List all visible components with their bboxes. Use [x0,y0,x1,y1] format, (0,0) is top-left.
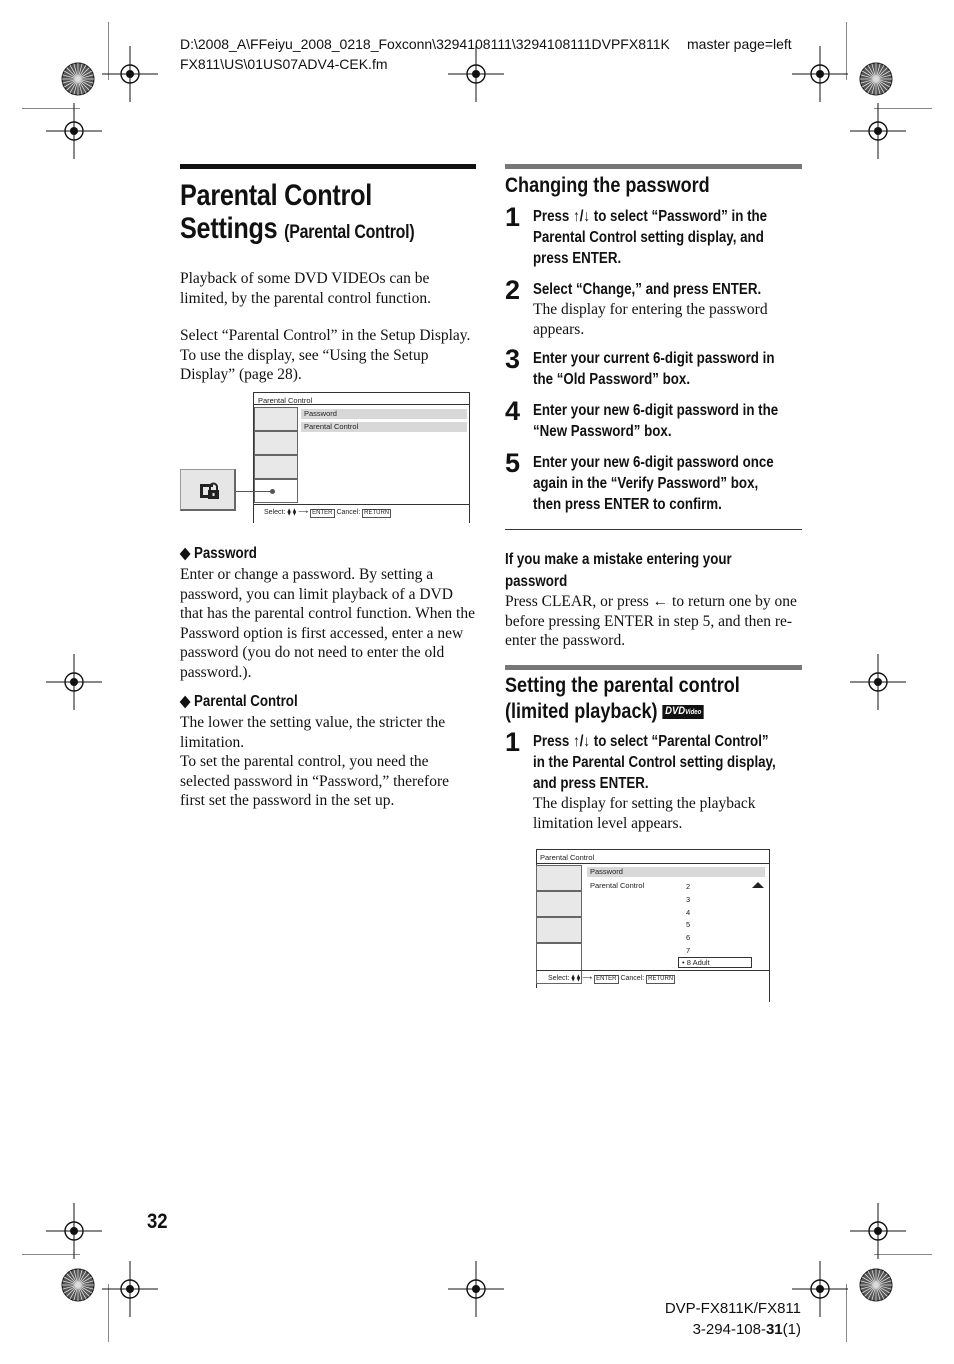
registration-target-icon [102,1261,158,1317]
step-number: 5 [505,448,521,478]
screen-category-boxes [536,865,582,984]
mistake-heading-2: password [505,573,568,590]
screen-footer [548,974,675,984]
intro [180,269,476,385]
step-number: 4 [505,396,521,426]
divider [505,529,802,530]
step-line: again in the “Verify Password” box, [533,475,759,492]
screen-footer [264,508,391,518]
step-text [533,279,764,300]
screen-category-box [536,865,582,891]
title-subtitle: (Parental Control) [284,222,415,243]
color-bar-starburst-icon [858,1267,894,1303]
level-item: 6 [686,933,691,943]
level-item: 2 [686,882,691,891]
screen-row-password: Password [587,867,765,877]
scroll-up-arrow-icon [752,882,764,888]
registration-target-icon [850,103,906,159]
step-line: “New Password” box. [533,423,672,440]
mistake-note [505,550,802,651]
screen-footer-divider [254,504,470,505]
level-list [686,881,690,958]
screen-category-boxes [254,407,298,503]
step-text [533,206,768,269]
step-line: Parental Control setting display, and [533,229,764,246]
step-line: Enter your new 6-digit password in the [533,402,779,419]
step-text [533,348,775,390]
step-1 [505,202,802,269]
page-number: 32 [147,1210,168,1233]
changing-steps [505,202,802,515]
model-info [665,1298,801,1340]
screen-category-box [536,891,582,917]
screen-category-box [254,407,298,431]
step-text [533,400,779,442]
setting-step-1 [505,726,802,834]
model-code-c: (1) [782,1321,801,1338]
model-code-a: 3-294-108- [692,1321,766,1338]
step-number: 2 [505,275,521,305]
password-text: Enter or change a password. By setting a password, you can limit playback of a DVD that has the parental control function. When the Password option is first accessed, enter a new password (you do not need to enter the old password.). [180,566,475,681]
selected-bullet-icon: • [682,958,685,967]
registration-target-icon [102,46,158,102]
parental-control-text-1: The lower the setting value, the stricter the limitation. [180,714,446,751]
registration-target-icon [46,103,102,159]
step-line: and press ENTER. [533,774,649,792]
step-number: 3 [505,344,521,374]
step-number: 1 [505,726,521,757]
step-3 [505,344,802,390]
step-line: Enter your current 6-digit password in [533,350,775,367]
step-description: The display for entering the password appears. [533,301,768,338]
screen-title: Parental Control [540,853,595,862]
master-page-note: master page=left [687,36,792,52]
intro-paragraph-1: Playback of some DVD VIDEOs can be limited, by the parental control function. [180,270,431,307]
file-path-line-1: D:\2008_A\FFeiyu_2008_0218_Foxconn\3294108111\3294108111DVPFX811K [180,36,670,52]
footer-cancel-label: Cancel: [620,975,645,982]
limit-level-screen-mockup [536,849,770,1002]
screen-footer-divider [536,970,769,971]
changing-password-heading: Changing the password [505,174,710,197]
registration-target-icon [850,654,906,710]
selected-level-box [678,957,752,968]
left-column [180,164,476,385]
screen-row-parental-control: Parental Control [590,881,645,890]
registration-target-icon [448,46,504,102]
arrows-icon: ⧫ ⧫ ⟶ [287,509,309,516]
registration-target-icon [448,1261,504,1317]
footer-select-label: Select: [264,509,286,516]
registration-target-icon [850,1203,906,1259]
setting-heading-line-1: Setting the parental control [505,673,740,697]
color-bar-starburst-icon [60,1267,96,1303]
selected-level-label: Adult [692,958,710,967]
enter-key-icon: ENTER [312,510,333,516]
registration-target-icon [46,654,102,710]
setup-screen-mockup [253,392,470,523]
intro-paragraph-2: Select “Parental Control” in the Setup Display. To use the display, see “Using the Setup Display” (page 28). [180,327,471,383]
step-2 [505,275,802,340]
footer-cancel-label: Cancel: [336,509,361,516]
selected-level-number: 8 [686,958,691,967]
leader-dot [270,489,275,494]
screen-category-box [254,431,298,455]
step-number: 1 [505,202,521,232]
section-rule-changing [505,164,802,169]
step-text [533,452,774,515]
step-line: the “Old Password” box. [533,371,691,388]
title-rule [180,164,476,169]
step-line: Select “Change,” and press ENTER. [533,281,762,298]
level-item: 5 [686,920,691,930]
password-heading: ◆ Password [180,545,257,562]
screen-category-box [536,917,582,943]
screen-divider [536,863,769,864]
enter-key-icon: ENTER [596,976,617,982]
leader-line [236,491,271,492]
mistake-heading-1: If you make a mistake entering your [505,551,732,568]
screen-row-parental-control: Parental Control [301,422,467,432]
model-line-2 [665,1319,801,1340]
step-line: Enter your new 6-digit password once [533,454,774,471]
registration-target-icon [792,46,848,102]
step-line: in the Parental Control setting display, [533,753,776,771]
step-text [533,731,776,794]
screen-divider [254,404,470,405]
parental-control-text-2: To set the parental control, you need the selected password in “Password,” therefore first set the password in the set up. [180,753,450,809]
dvd-video-badge: DVDVideo [663,705,704,719]
step-4 [505,396,802,442]
level-item: 3 [686,894,691,904]
file-path-line-2: FX811\US\01US07ADV4-CEK.fm [180,56,388,72]
color-bar-starburst-icon [858,61,894,97]
return-key-icon: RETURN [648,976,674,982]
level-item: 4 [686,907,691,917]
setting-heading-line-2: (limited playback) [505,699,658,723]
step-line: press ENTER. [533,250,622,267]
mistake-text: Press CLEAR, or press ← to return one by one before pressing ENTER in step 5, and then re-enter the password. [505,593,797,649]
title-line-1: Parental Control [180,179,373,212]
page-title [180,179,429,249]
right-column [505,164,802,834]
model-line-1: DVP-FX811K/FX811 [664,1300,801,1317]
screen-row-password: Password [301,409,467,419]
title-line-2-main: Settings [180,212,278,245]
color-bar-starburst-icon [60,61,96,97]
parental-control-heading: ◆ Parental Control [180,693,298,710]
model-code-b: 31 [765,1321,783,1338]
step-5 [505,448,802,515]
step-line: then press ENTER to confirm. [533,496,722,513]
return-key-icon: RETURN [364,510,390,516]
title-line-2 [180,212,429,249]
arrows-icon: ⧫ ⧫ ⟶ [571,975,593,982]
parental-lock-icon [180,469,236,511]
setting-heading [505,673,760,725]
step-line: Press ↑/↓ to select “Parental Control” [533,732,769,750]
screen-title: Parental Control [258,396,313,405]
footer-select-label: Select: [548,975,570,982]
screen-category-box [254,455,298,479]
setting-heading-line-2-wrap [505,699,760,725]
left-lower [180,544,476,811]
level-item: 7 [686,945,691,955]
step-line: Press ↑/↓ to select “Password” in the [533,208,768,225]
registration-target-icon [46,1203,102,1259]
section-rule-setting [505,665,802,670]
step-description: The display for setting the playback limitation level appears. [533,794,756,832]
